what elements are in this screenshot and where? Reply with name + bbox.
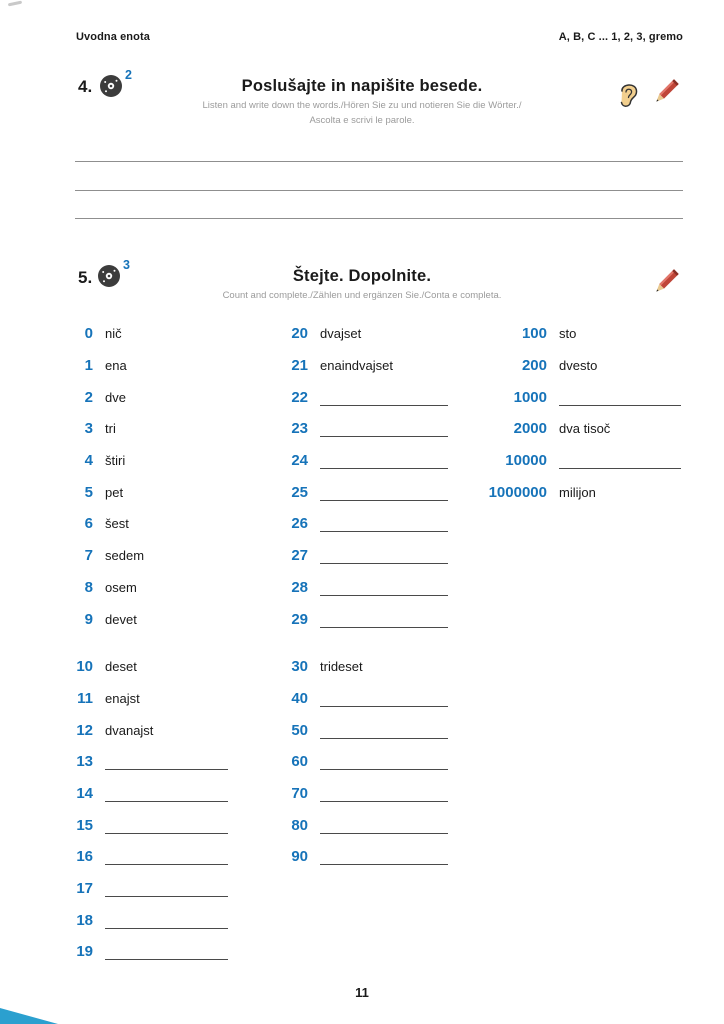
number-row [75, 381, 228, 413]
number-row [284, 318, 448, 350]
number-word: nič [105, 326, 122, 342]
number-row [284, 572, 448, 604]
number-label: 27 [291, 547, 308, 565]
number-label: 70 [291, 784, 308, 802]
number-row [284, 381, 448, 413]
number-label: 200 [521, 357, 547, 375]
number-label: 24 [291, 452, 308, 470]
number-label: 0 [84, 325, 93, 343]
number-label: 90 [291, 848, 308, 866]
number-word: dve [105, 389, 126, 405]
number-row [284, 540, 448, 572]
exercise-5-title: Štejte. Dopolnite. [292, 267, 432, 285]
number-row [75, 572, 228, 604]
answer-blank[interactable] [320, 484, 448, 501]
number-label: 1000000 [488, 483, 547, 501]
answer-blank[interactable] [320, 420, 448, 437]
number-row [75, 603, 228, 635]
number-row [483, 413, 681, 445]
number-label: 8 [84, 578, 93, 596]
number-row [284, 445, 448, 477]
answer-blank[interactable] [320, 579, 448, 596]
number-row [284, 746, 448, 778]
ear-icon [616, 80, 642, 115]
number-row [284, 413, 448, 445]
number-label: 26 [291, 515, 308, 533]
answer-blank[interactable] [320, 848, 448, 865]
answer-blank[interactable] [320, 611, 448, 628]
number-word: enaindvajset [320, 358, 393, 374]
page-number: 11 [355, 985, 369, 1000]
number-label: 2000 [513, 420, 547, 438]
number-row [75, 508, 228, 540]
number-row [483, 476, 681, 508]
number-row [75, 476, 228, 508]
answer-blank[interactable] [320, 722, 448, 739]
cd-track-number: 2 [125, 68, 132, 82]
number-label: 11 [77, 689, 93, 707]
number-label: 50 [291, 721, 308, 739]
numbers-column-2 [284, 318, 448, 873]
number-word: trideset [320, 659, 363, 675]
number-word: tri [105, 421, 116, 437]
numbers-column-1 [75, 318, 228, 968]
answer-blank[interactable] [320, 452, 448, 469]
number-label: 9 [84, 610, 93, 628]
answer-blank[interactable] [320, 690, 448, 707]
number-label: 19 [76, 943, 93, 961]
number-label: 13 [76, 753, 93, 771]
number-word: dvanajst [105, 722, 154, 738]
number-word: dva tisoč [559, 421, 611, 437]
exercise-4-subtitle [110, 99, 614, 128]
number-row [75, 413, 228, 445]
number-label: 1000 [513, 388, 547, 406]
answer-blank[interactable] [320, 515, 448, 532]
number-label: 18 [76, 911, 93, 929]
number-label: 12 [76, 721, 93, 739]
answer-line-1[interactable] [75, 161, 683, 162]
answer-blank[interactable] [105, 912, 228, 929]
number-label: 1 [84, 357, 93, 375]
number-row [75, 318, 228, 350]
number-word: milijon [559, 484, 596, 500]
number-row [75, 778, 228, 810]
number-word: devet [105, 611, 137, 627]
number-label: 2 [84, 388, 93, 406]
exercise-4-title: Poslušajte in napišite besede. [241, 77, 483, 95]
number-row [75, 350, 228, 382]
number-row [284, 350, 448, 382]
number-label: 25 [291, 483, 308, 501]
numbers-column-3 [483, 318, 681, 508]
answer-blank[interactable] [559, 452, 681, 469]
number-label: 21 [291, 357, 308, 375]
number-row [284, 683, 448, 715]
answer-blank[interactable] [105, 785, 228, 802]
exercise-4-subtitle-line2: Ascolta e scrivi le parole. [309, 114, 415, 126]
number-row [75, 904, 228, 936]
answer-blank[interactable] [105, 848, 228, 865]
corner-decoration [0, 1008, 58, 1024]
answer-blank[interactable] [320, 389, 448, 406]
number-label: 28 [291, 578, 308, 596]
answer-blank[interactable] [559, 389, 681, 406]
number-row [284, 809, 448, 841]
number-word: štiri [105, 453, 126, 469]
number-word: dvesto [559, 358, 598, 374]
number-row [75, 445, 228, 477]
number-row [75, 714, 228, 746]
number-row [483, 318, 681, 350]
answer-blank[interactable] [320, 753, 448, 770]
exercise-4-subtitle-line1: Listen and write down the words./Hören Sie zu und notieren Sie die Wörter./ [202, 100, 522, 111]
answer-blank[interactable] [320, 785, 448, 802]
number-row [284, 476, 448, 508]
number-label: 22 [291, 388, 308, 406]
number-label: 6 [84, 515, 93, 533]
exercise-5-number: 5. [78, 268, 93, 287]
number-label: 5 [84, 483, 93, 501]
number-label: 14 [76, 784, 93, 802]
number-label: 10 [76, 658, 93, 676]
header-unit-title: Uvodna enota [76, 31, 150, 43]
number-label: 20 [291, 325, 308, 343]
number-label: 17 [76, 880, 93, 898]
answer-line-3[interactable] [75, 218, 683, 219]
number-row [75, 809, 228, 841]
answer-blank[interactable] [320, 547, 448, 564]
number-row [483, 350, 681, 382]
number-label: 4 [84, 452, 93, 470]
number-word: šest [105, 516, 129, 532]
pencil-icon [648, 266, 682, 305]
number-row [284, 714, 448, 746]
number-row [75, 540, 228, 572]
number-label: 60 [291, 753, 308, 771]
number-label: 100 [521, 325, 547, 343]
pencil-icon [648, 76, 682, 115]
number-label: 29 [291, 610, 308, 628]
number-word: deset [105, 659, 137, 675]
exercise-5-subtitle: Count and complete./Zählen und ergänzen Sie./Conta e completa. [222, 290, 502, 301]
answer-blank[interactable] [105, 817, 228, 834]
number-word: pet [105, 484, 124, 500]
number-row [284, 778, 448, 810]
header-book-title: A, B, C ... 1, 2, 3, gremo [558, 31, 683, 43]
number-label: 23 [291, 420, 308, 438]
number-label: 15 [76, 816, 93, 834]
scan-artifact [8, 1, 22, 7]
number-label: 30 [291, 658, 308, 676]
number-row [75, 936, 228, 968]
number-word: dvajset [320, 326, 362, 342]
number-label: 10000 [505, 452, 547, 470]
number-row [284, 508, 448, 540]
answer-line-2[interactable] [75, 190, 683, 191]
number-word: sto [559, 326, 577, 342]
number-row [284, 603, 448, 635]
number-label: 16 [76, 848, 93, 866]
cd-track-number: 3 [123, 258, 130, 272]
number-label: 80 [291, 816, 308, 834]
number-row [75, 841, 228, 873]
number-word: enajst [105, 690, 140, 706]
answer-blank[interactable] [105, 753, 228, 770]
number-row [75, 746, 228, 778]
answer-blank[interactable] [105, 943, 228, 960]
number-row [75, 683, 228, 715]
number-row [284, 651, 448, 683]
number-label: 7 [84, 547, 93, 565]
number-row [483, 381, 681, 413]
number-label: 3 [84, 420, 93, 438]
answer-blank[interactable] [320, 817, 448, 834]
number-word: sedem [105, 548, 145, 564]
number-word: osem [105, 579, 137, 595]
number-row [75, 873, 228, 905]
exercise-4-number: 4. [78, 77, 93, 96]
number-row [284, 841, 448, 873]
number-label: 40 [291, 689, 308, 707]
number-row [75, 651, 228, 683]
answer-blank[interactable] [105, 880, 228, 897]
number-word: ena [105, 358, 127, 374]
number-row [483, 445, 681, 477]
